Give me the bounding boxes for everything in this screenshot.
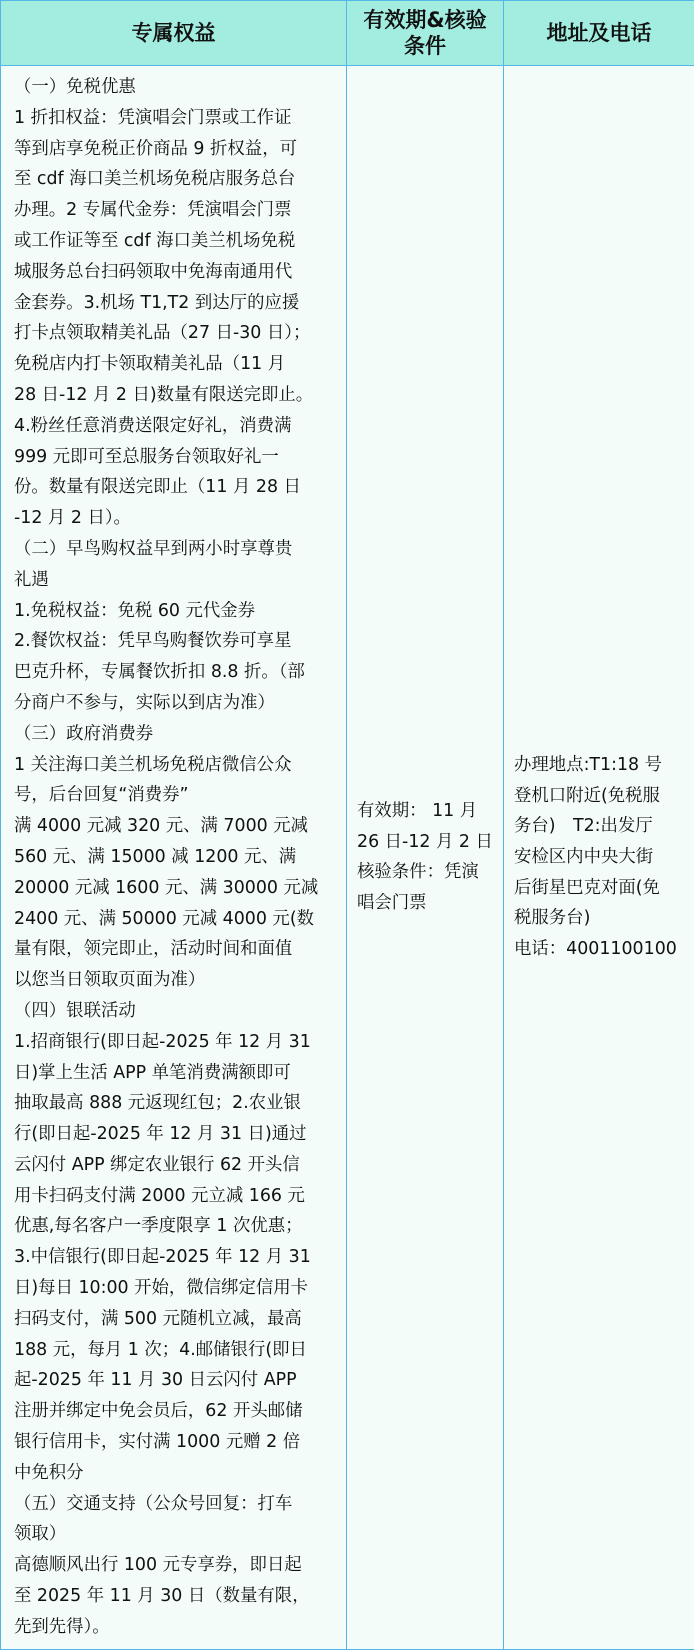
benefits-line: 1.招商银行(即日起-2025 年 12 月 31 bbox=[14, 1027, 338, 1058]
benefits-line: 1 折扣权益：凭演唱会门票或工作证 bbox=[14, 103, 338, 134]
benefits-line: 28 日-12 月 2 日)数量有限送完即止。 bbox=[14, 380, 338, 411]
benefits-line: 日)掌上生活 APP 单笔消费满额即可 bbox=[14, 1058, 338, 1089]
benefits-line: 行(即日起-2025 年 12 月 31 日)通过 bbox=[14, 1119, 338, 1150]
benefits-line: （三）政府消费券 bbox=[14, 719, 338, 750]
benefits-line: 或工作证等至 cdf 海口美兰机场免税 bbox=[14, 226, 338, 257]
benefits-line: 起-2025 年 11 月 30 日云闪付 APP bbox=[14, 1365, 338, 1396]
benefits-line: 3.中信银行(即日起-2025 年 12 月 31 bbox=[14, 1242, 338, 1273]
validity-line: 唱会门票 bbox=[357, 888, 497, 919]
benefits-line: 优惠,每名客户一季度限享 1 次优惠； bbox=[14, 1211, 338, 1242]
benefits-line: 用卡扫码支付满 2000 元立减 166 元 bbox=[14, 1181, 338, 1212]
address-text bbox=[514, 750, 688, 964]
benefits-line: 号，后台回复“消费券” bbox=[14, 780, 338, 811]
benefits-line: 999 元即可至总服务台领取好礼一 bbox=[14, 442, 338, 473]
benefits-line: 2400 元、满 50000 元减 4000 元(数 bbox=[14, 904, 338, 935]
benefits-line: 高德顺风出行 100 元专享券，即日起 bbox=[14, 1550, 338, 1581]
validity-line: 核验条件：凭演 bbox=[357, 857, 497, 888]
benefits-line: 560 元、满 15000 减 1200 元、满 bbox=[14, 842, 338, 873]
benefits-line: 银行信用卡，实付满 1000 元赠 2 倍 bbox=[14, 1427, 338, 1458]
benefits-text bbox=[14, 72, 338, 1643]
benefits-line: 1 关注海口美兰机场免税店微信公众 bbox=[14, 750, 338, 781]
address-cell bbox=[504, 66, 694, 1650]
benefits-line: 20000 元减 1600 元、满 30000 元减 bbox=[14, 873, 338, 904]
validity-line: 26 日-12 月 2 日 bbox=[357, 827, 497, 858]
benefits-line: （二）早鸟购权益早到两小时享尊贵 bbox=[14, 534, 338, 565]
benefits-cell bbox=[1, 66, 347, 1650]
benefits-line: 1.免税权益：免税 60 元代金券 bbox=[14, 596, 338, 627]
benefits-line: 分商户不参与，实际以到店为准） bbox=[14, 688, 338, 719]
header-benefits: 专属权益 bbox=[1, 1, 347, 66]
benefits-line: 抽取最高 888 元返现红包；2.农业银 bbox=[14, 1088, 338, 1119]
benefits-line: 城服务总台扫码领取中免海南通用代 bbox=[14, 257, 338, 288]
benefits-line: -12 月 2 日）。 bbox=[14, 503, 338, 534]
address-line: 办理地点:T1:18 号 bbox=[514, 750, 688, 781]
benefits-line: 巴克升杯，专属餐饮折扣 8.8 折。（部 bbox=[14, 657, 338, 688]
benefits-line: 免税店内打卡领取精美礼品（11 月 bbox=[14, 349, 338, 380]
benefits-line: 扫码支付，满 500 元随机立减，最高 bbox=[14, 1304, 338, 1335]
header-row bbox=[1, 1, 694, 66]
benefits-line: 礼遇 bbox=[14, 565, 338, 596]
benefits-line: 188 元，每月 1 次；4.邮储银行(即日 bbox=[14, 1335, 338, 1366]
table-row bbox=[1, 66, 694, 1650]
header-validity-text: 有效期&核验条件 bbox=[347, 7, 503, 59]
benefits-line: 注册并绑定中免会员后，62 开头邮储 bbox=[14, 1396, 338, 1427]
benefits-line: 中免积分 bbox=[14, 1458, 338, 1489]
benefits-line: 日)每日 10:00 开始，微信绑定信用卡 bbox=[14, 1273, 338, 1304]
benefits-line: 以您当日领取页面为准） bbox=[14, 965, 338, 996]
address-line: 电话：4001100100 bbox=[514, 934, 688, 965]
benefits-line: 至 cdf 海口美兰机场免税店服务总台 bbox=[14, 164, 338, 195]
benefits-line: 至 2025 年 11 月 30 日（数量有限， bbox=[14, 1581, 338, 1612]
benefits-line: 满 4000 元减 320 元、满 7000 元减 bbox=[14, 811, 338, 842]
header-address: 地址及电话 bbox=[504, 1, 694, 66]
header-validity bbox=[347, 1, 504, 66]
validity-text bbox=[357, 796, 497, 918]
benefits-line: 量有限，领完即止，活动时间和面值 bbox=[14, 934, 338, 965]
benefits-line: 金套券。3.机场 T1,T2 到达厅的应援 bbox=[14, 288, 338, 319]
benefits-line: 2.餐饮权益：凭早鸟购餐饮券可享星 bbox=[14, 626, 338, 657]
benefits-line: 云闪付 APP 绑定农业银行 62 开头信 bbox=[14, 1150, 338, 1181]
benefits-line: 打卡点领取精美礼品（27 日-30 日）； bbox=[14, 318, 338, 349]
address-line: 安检区内中央大街 bbox=[514, 842, 688, 873]
validity-cell bbox=[347, 66, 504, 1650]
table-header bbox=[1, 1, 694, 66]
benefits-line: 办理。2 专属代金券：凭演唱会门票 bbox=[14, 195, 338, 226]
benefits-line: （四）银联活动 bbox=[14, 996, 338, 1027]
address-line: 后街星巴克对面(免 bbox=[514, 873, 688, 904]
benefits-line: 份。数量有限送完即止（11 月 28 日 bbox=[14, 472, 338, 503]
benefits-line: 等到店享免税正价商品 9 折权益，可 bbox=[14, 134, 338, 165]
benefits-line: （五）交通支持（公众号回复：打车 bbox=[14, 1489, 338, 1520]
benefits-line: 4.粉丝任意消费送限定好礼，消费满 bbox=[14, 411, 338, 442]
address-line: 登机口附近(免税服 bbox=[514, 781, 688, 812]
benefits-line: （一）免税优惠 bbox=[14, 72, 338, 103]
address-line: 务台) T2:出发厅 bbox=[514, 811, 688, 842]
benefits-line: 先到先得）。 bbox=[14, 1612, 338, 1643]
address-line: 税服务台) bbox=[514, 903, 688, 934]
validity-line: 有效期： 11 月 bbox=[357, 796, 497, 827]
benefits-line: 领取） bbox=[14, 1519, 338, 1550]
